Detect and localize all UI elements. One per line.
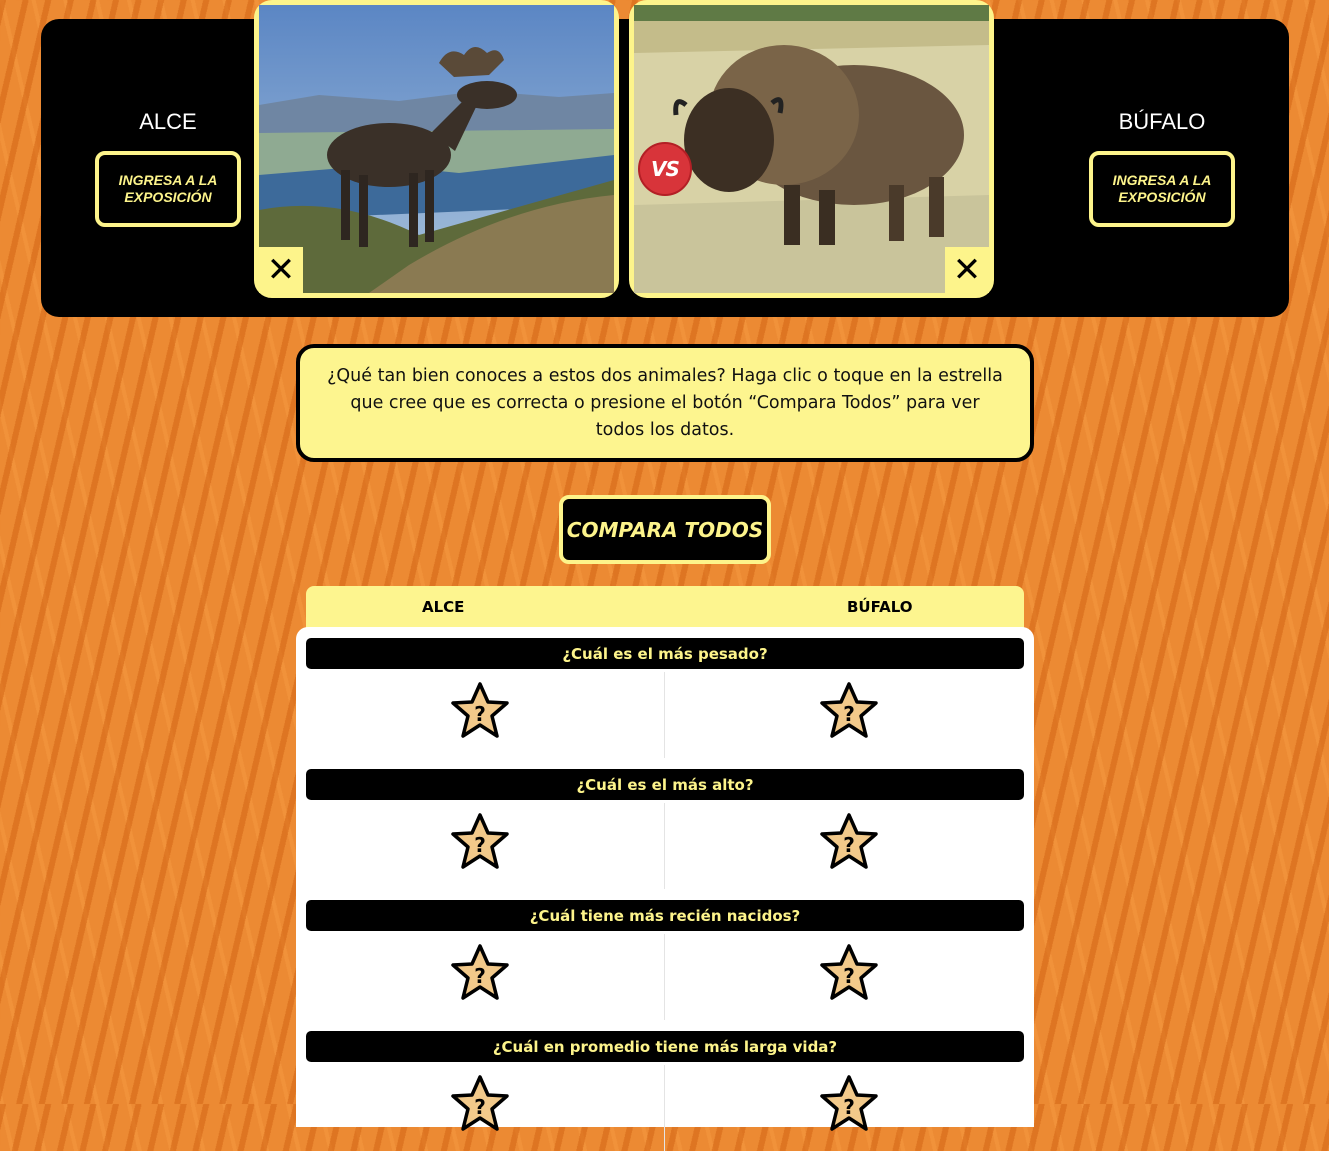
close-icon: ✕ — [952, 250, 982, 290]
column-divider — [664, 1065, 665, 1151]
question-row — [306, 1031, 1024, 1148]
right-animal-name: BÚFALO — [1118, 109, 1206, 134]
bison-image — [634, 5, 989, 293]
question-label: ¿Cuál tiene más recién nacidos? — [306, 900, 1024, 931]
question-row — [306, 769, 1024, 886]
close-icon: ✕ — [266, 250, 296, 290]
question-label: ¿Cuál es el más pesado? — [306, 638, 1024, 669]
star-symbol: ? — [843, 833, 855, 857]
instructions-box — [296, 344, 1034, 462]
vs-badge: VS — [638, 142, 692, 196]
question-label: ¿Cuál es el más alto? — [306, 769, 1024, 800]
moose-image — [259, 5, 614, 293]
instructions-text: ¿Qué tan bien conoces a estos dos animales? Haga clic o toque en la estrella que cree que es correcta o presione el botón “Compara Todos” para ver todos los datos. — [327, 365, 1003, 440]
star-symbol: ? — [843, 1095, 855, 1119]
left-exhibit-button[interactable]: INGRESA A LA EXPOSICIÓN — [95, 151, 241, 227]
column-header-right: BÚFALO — [847, 598, 913, 616]
remove-right-button[interactable] — [945, 247, 989, 293]
remove-left-button[interactable] — [259, 247, 303, 293]
star-symbol: ? — [474, 833, 486, 857]
compare-table — [296, 627, 1034, 1127]
star-symbol: ? — [843, 964, 855, 988]
star-question-icon[interactable] — [450, 812, 510, 872]
column-divider — [664, 672, 665, 758]
question-label: ¿Cuál en promedio tiene más larga vida? — [306, 1031, 1024, 1062]
right-exhibit-button[interactable]: INGRESA A LA EXPOSICIÓN — [1089, 151, 1235, 227]
star-symbol: ? — [474, 964, 486, 988]
star-symbol: ? — [474, 1095, 486, 1119]
star-question-icon[interactable] — [819, 943, 879, 1003]
star-symbol: ? — [843, 702, 855, 726]
compare-table-header — [306, 586, 1024, 630]
question-row — [306, 900, 1024, 1017]
star-question-icon[interactable] — [450, 1074, 510, 1134]
moose-photo — [254, 0, 619, 298]
right-animal-panel — [1035, 19, 1289, 317]
left-animal-name: ALCE — [139, 109, 197, 134]
star-question-icon[interactable] — [819, 812, 879, 872]
column-header-left: ALCE — [422, 598, 465, 616]
question-row — [306, 638, 1024, 755]
star-question-icon[interactable] — [819, 1074, 879, 1134]
star-symbol: ? — [474, 702, 486, 726]
star-question-icon[interactable] — [819, 681, 879, 741]
compare-all-button[interactable]: COMPARA TODOS — [559, 495, 771, 564]
column-divider — [664, 803, 665, 889]
star-question-icon[interactable] — [450, 681, 510, 741]
star-question-icon[interactable] — [450, 943, 510, 1003]
column-divider — [664, 934, 665, 1020]
